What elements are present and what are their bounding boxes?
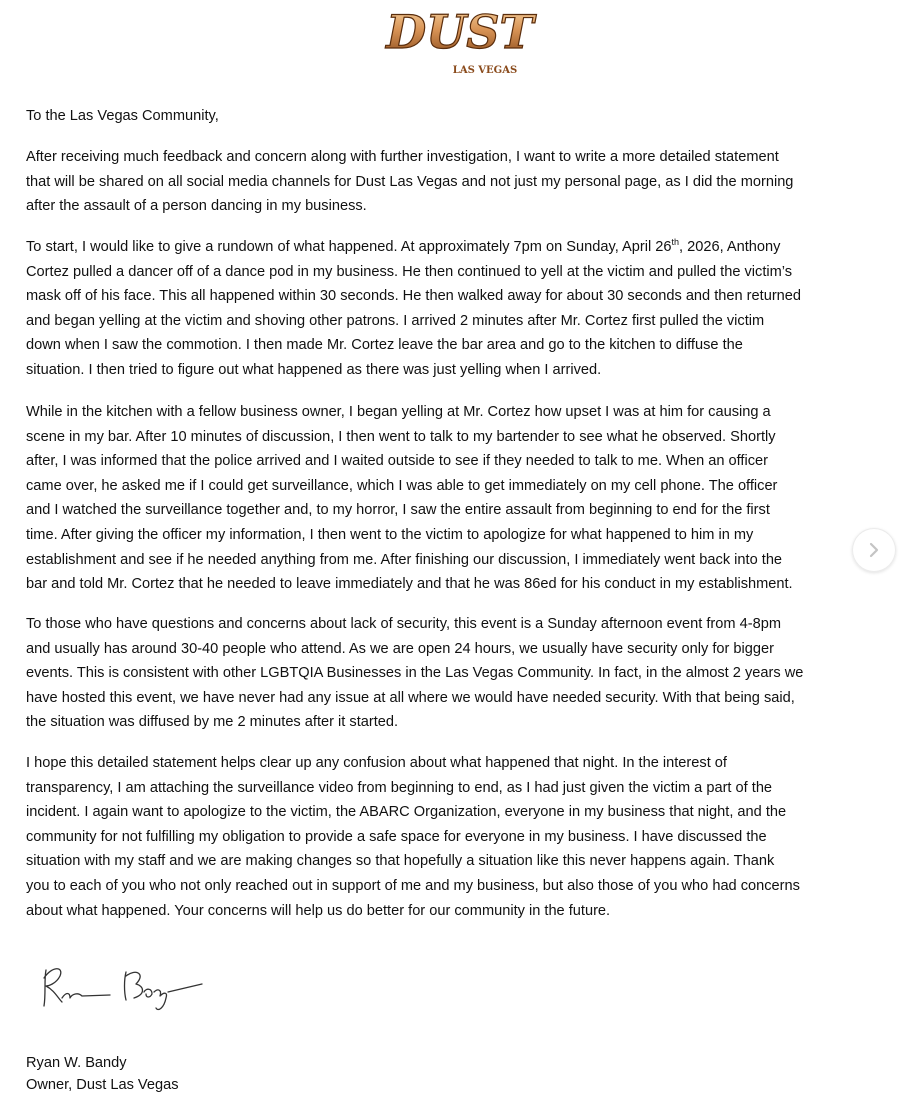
text-line: after the assault of a person dancing in my business.	[26, 198, 367, 215]
text-line: and usually has around 30-40 people who attend. As we are open 24 hours, we usually have security only for bigger	[26, 640, 775, 657]
logo-subtitle: LAS VEGAS	[452, 65, 518, 76]
text-fragment: , 2026, Anthony	[679, 239, 781, 255]
text-line: that will be shared on all social media channels for Dust Las Vegas and not just my personal page, as I did the morning	[26, 173, 794, 190]
text-fragment: To start, I would like to give a rundown of what happened. At approximately 7pm on Sunday, April 26	[26, 239, 672, 255]
paragraph-4	[26, 612, 888, 735]
text-line	[26, 235, 888, 260]
chevron-right-icon	[867, 541, 881, 559]
text-line: the situation was diffused by me 2 minutes after it started.	[26, 714, 399, 731]
text-line: down when I saw the commotion. I then made Mr. Cortez leave the bar area and go to the kitchen to diffuse the	[26, 337, 743, 354]
text-line: incident. I again want to apologize to the victim, the ABARC Organization, everyone in my business that night, and the	[26, 804, 787, 821]
text-line: situation with my staff and we are making changes so that hopefully a situation like this never happens again. Thank	[26, 853, 775, 870]
text-line: and I watched the surveillance together and, to my horror, I saw the entire assault from beginning to end for the first	[26, 502, 770, 519]
text-line: have hosted this event, we have never had any issue at all where we would have needed security. With that being said,	[26, 689, 795, 706]
text-line: community for not fulfilling my obligation to provide a safe space for everyone in my business. I have discussed the	[26, 828, 767, 845]
text-line: establishment and see if he needed anything from me. After finishing our discussion, I immediately went back into the	[26, 551, 783, 568]
text-line: after, I was informed that the police arrived and I waited outside to see if they needed to talk to me. When an officer	[26, 453, 769, 470]
text-line: situation. I then tried to figure out what happened as there was just yelling when I arrived.	[26, 361, 602, 378]
logo-wordmark: DUST	[386, 5, 534, 59]
text-line: mask off of his face. This all happened within 30 seconds. He then walked away for about 30 seconds and then returned	[26, 288, 802, 305]
paragraph-5	[26, 751, 888, 923]
text-line: events. This is consistent with other LGBTQIA Businesses in the Las Vegas Community. In fact, in the almost 2 years we	[26, 665, 804, 682]
text-line: I hope this detailed statement helps clear up any confusion about what happened that night. In the interest of	[26, 755, 727, 771]
text-line: Cortez pulled a dancer off of a dance pod in my business. He then continued to yell at the victim and pulled the victim’s	[26, 263, 793, 280]
signer-block	[26, 1052, 179, 1096]
text-line: about what happened. Your concerns will help us do better for our community in the future.	[26, 902, 611, 919]
text-line: came over, he asked me if I could get surveillance, which I was able to get immediately on my cell phone. The officer	[26, 477, 778, 494]
signer-title: Owner, Dust Las Vegas	[26, 1077, 179, 1093]
text-line: scene in my bar. After 10 minutes of discussion, I then went to talk to my bartender to see what he observed. Shortly	[26, 428, 776, 445]
paragraph-3	[26, 400, 888, 597]
carousel-next-button[interactable]	[852, 528, 896, 572]
text-line: you to each of you who not only reached out in support of me and my business, but also those of you who had concerns	[26, 877, 800, 894]
handwritten-signature	[38, 958, 208, 1018]
paragraph-2	[26, 235, 888, 383]
dust-logo	[380, 2, 540, 80]
text-line: To those who have questions and concerns about lack of security, this event is a Sunday afternoon event from 4-8pm	[26, 616, 781, 632]
text-line: and began yelling at the victim and shoving other patrons. I arrived 2 minutes after Mr. Cortez first pulled the victim	[26, 312, 765, 329]
paragraph-1	[26, 145, 888, 219]
superscript: th	[671, 237, 679, 248]
text-line: bar and told Mr. Cortez that he needed to leave immediately and that he was 86ed for his conduct in my establishment.	[26, 576, 793, 593]
salutation: To the Las Vegas Community,	[26, 108, 219, 124]
text-line: After receiving much feedback and concern along with further investigation, I want to write a more detailed statement	[26, 149, 779, 165]
text-line: time. After giving the officer my information, I then went to the victim to apologize for what happened to him in my	[26, 526, 754, 543]
text-line: While in the kitchen with a fellow business owner, I began yelling at Mr. Cortez how upset I was at him for causing a	[26, 404, 771, 420]
text-line: transparency, I am attaching the surveillance video from beginning to end, as I had just given the victim a part of the	[26, 779, 773, 796]
signer-name: Ryan W. Bandy	[26, 1055, 127, 1071]
